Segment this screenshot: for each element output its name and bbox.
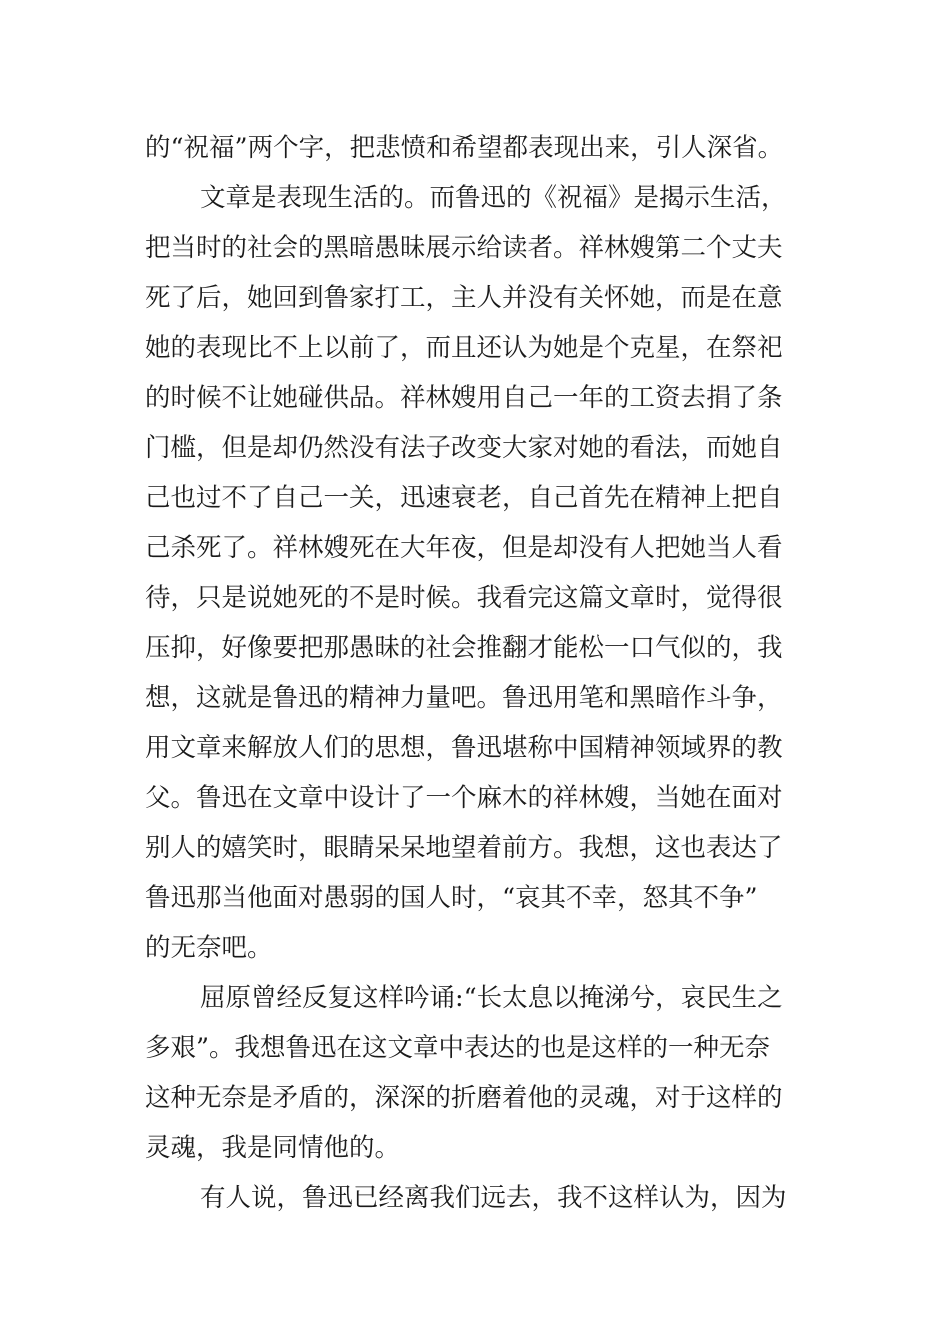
paragraph-first-line: 文章是表现生活的。而鲁迅的《祝福》是揭示生活，: [200, 183, 787, 213]
text-line: 压抑，好像要把那愚昧的社会推翻才能松一口气似的，我: [145, 633, 783, 663]
text-line: 的无奈吧。: [145, 933, 273, 963]
text-line: 门槛，但是却仍然没有法子改变大家对她的看法，而她自: [145, 433, 783, 463]
text-line: 的时候不让她碰供品。祥林嫂用自己一年的工资去捐了条: [145, 383, 783, 413]
text-line: 己杀死了。祥林嫂死在大年夜，但是却没有人把她当人看: [145, 533, 783, 563]
text-line: 多艰”。我想鲁迅在这文章中表达的也是这样的一种无奈: [145, 1033, 771, 1063]
text-line: 别人的嬉笑时，眼睛呆呆地望着前方。我想，这也表达了: [145, 833, 783, 863]
text-line: 死了后，她回到鲁家打工，主人并没有关怀她，而是在意: [145, 283, 783, 313]
text-line: 这种无奈是矛盾的，深深的折磨着他的灵魂，对于这样的: [145, 1083, 783, 1113]
paragraph-first-line: 有人说，鲁迅已经离我们远去，我不这样认为，因为: [200, 1183, 787, 1213]
text-line: 用文章来解放人们的思想，鲁迅堪称中国精神领域界的教: [145, 733, 783, 763]
text-line: 父。鲁迅在文章中设计了一个麻木的祥林嫂，当她在面对: [145, 783, 783, 813]
text-line: 灵魂，我是同情他的。: [145, 1133, 401, 1163]
text-line: 把当时的社会的黑暗愚昧展示给读者。祥林嫂第二个丈夫: [145, 233, 783, 263]
text-line: 待，只是说她死的不是时候。我看完这篇文章时，觉得很: [145, 583, 783, 613]
text-line: 她的表现比不上以前了，而且还认为她是个克星，在祭祀: [145, 333, 783, 363]
text-line: 鲁迅那当他面对愚弱的国人时，“哀其不幸，怒其不争”: [145, 883, 758, 913]
text-line: 己也过不了自己一关，迅速衰老，自己首先在精神上把自: [145, 483, 783, 513]
text-line: 的“祝福”两个字，把悲愤和希望都表现出来，引人深省。: [145, 133, 784, 163]
paragraph-first-line: 屈原曾经反复这样吟诵:“长太息以掩涕兮，哀民生之: [200, 983, 783, 1013]
text-line: 想，这就是鲁迅的精神力量吧。鲁迅用笔和黑暗作斗争，: [145, 683, 783, 713]
